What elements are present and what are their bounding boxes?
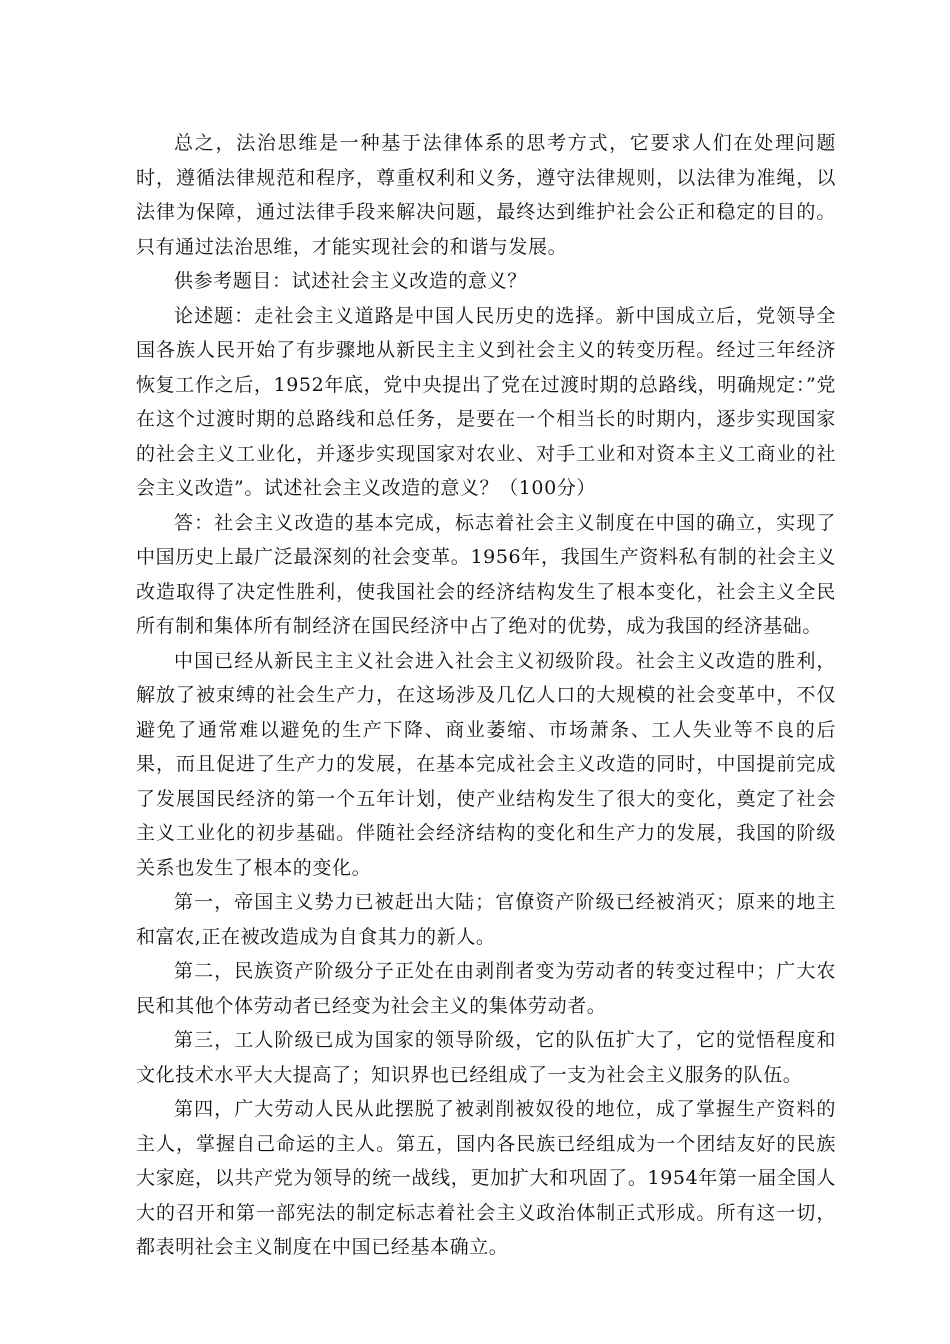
paragraph-point-two: 第二，民族资产阶级分子正处在由剥削者变为劳动者的转变过程中；广大农民和其他个体劳动者已经变为社会主义的集体劳动者。 [136, 960, 836, 1017]
paragraph-rule-of-law-summary: 总之，法治思维是一种基于法律体系的思考方式，它要求人们在处理问题时，遵循法律规范和程序，尊重权利和义务，遵守法律规则，以法律为准绳，以法律为保障，通过法律手段来解决问题，最终达到维护社会公正和稳定的目的。只有通过法治思维，才能实现社会的和谐与发展。 [136, 132, 836, 258]
paragraph-point-four-five: 第四，广大劳动人民从此摆脱了被剥削被奴役的地位，成了掌握生产资料的主人，掌握自己命运的主人。第五，国内各民族已经组成为一个团结友好的民族大家庭，以共产党为领导的统一战线，更加扩大和巩固了。1954年第一届全国人大的召开和第一部宪法的制定标志着社会主义政治体制正式形成。所有这一切，都表明社会主义制度在中国已经基本确立。 [136, 1098, 836, 1258]
paragraph-point-one: 第一，帝国主义势力已被赶出大陆；官僚资产阶级已经被消灭；原来的地主和富农,正在被改造成为自食其力的新人。 [136, 891, 836, 948]
paragraph-reference-question: 供参考题目：试述社会主义改造的意义？ [174, 270, 527, 292]
document-page [136, 126, 836, 1265]
paragraph-essay-prompt: 论述题：走社会主义道路是中国人民历史的选择。新中国成立后，党领导全国各族人民开始了有步骤地从新民主主义到社会主义的转变历程。经过三年经济恢复工作之后，1952年底，党中央提出了党在过渡时期的总路线，明确规定：”党在这个过渡时期的总路线和总任务，是要在一个相当长的时期内，逐步实现国家的社会主义工业化，并逐步实现国家对农业、对手工业和对资本主义工商业的社会主义改造”。试述社会主义改造的意义？（100分） [136, 304, 836, 499]
paragraph-point-three: 第三，工人阶级已成为国家的领导阶级，它的队伍扩大了，它的觉悟程度和文化技术水平大大提高了；知识界也已经组成了一支为社会主义服务的队伍。 [136, 1029, 836, 1086]
paragraph-primary-stage: 中国已经从新民主主义社会进入社会主义初级阶段。社会主义改造的胜利，解放了被束缚的社会生产力，在这场涉及几亿人口的大规模的社会变革中，不仅避免了通常难以避免的生产下降、商业萎缩、市场萧条、工人失业等不良的后果，而且促进了生产力的发展，在基本完成社会主义改造的同时，中国提前完成了发展国民经济的第一个五年计划，使产业结构发生了很大的变化，奠定了社会主义工业化的初步基础。伴随社会经济结构的变化和生产力的发展，我国的阶级关系也发生了根本的变化。 [136, 649, 836, 879]
paragraph-answer-intro: 答：社会主义改造的基本完成，标志着社会主义制度在中国的确立，实现了中国历史上最广泛最深刻的社会变革。1956年，我国生产资料私有制的社会主义改造取得了决定性胜利，使我国社会的经济结构发生了根本变化，社会主义全民所有制和集体所有制经济在国民经济中占了绝对的优势，成为我国的经济基础。 [136, 511, 836, 637]
